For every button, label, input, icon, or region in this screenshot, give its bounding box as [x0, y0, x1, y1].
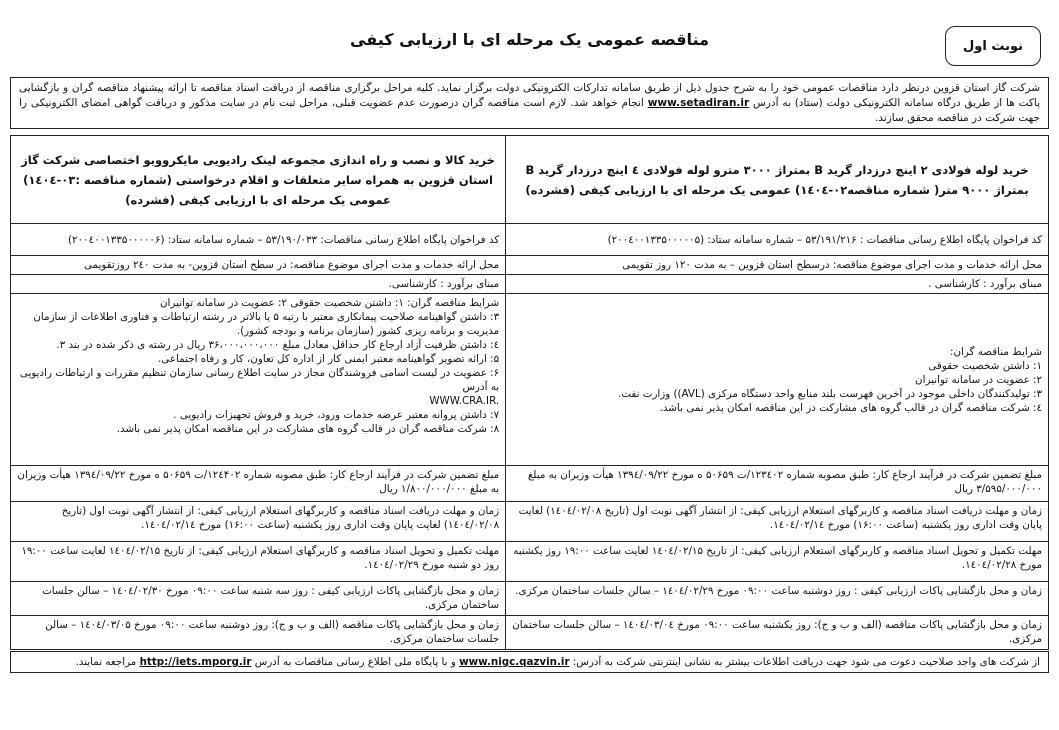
right-tender-open-bids: زمان و محل بازگشایی پاکات مناقصه (الف و ب و ج): روز یکشنبه ساعت ۰۹:۰۰ مورخ ۱٤۰٤/۰۳/۰٤ – سالن جلسات ساختمان مرکزی.: [506, 616, 1049, 650]
intro-text-1: شرکت گاز استان قزوین درنظر دارد مناقصات عمومی خود را به شرح جدول ذیل از طریق سامانه تدارکات الکترونیکی دولت برگزار نماید. کلیه مراحل برگزاری مناقصه از دریافت اسناد مناقصه تا ارائه پیشنهاد مناقصه گران و بازگشایی پاکت ها از طریق درگاه سامانه الکترونیکی دولت (ستاد) به آدرس: [19, 82, 1040, 109]
left-tender-receive: زمان و مهلت دریافت اسناد مناقصه و کاربرگهای استعلام ارزیابی کیفی: از انتشار آگهی نوبت اول (تاریخ ۱٤۰٤/۰۲/۰۸) لغایت پایان وقت اداری روز یکشنبه (ساعت ۱۶:۰۰) مورخ ۱٤۰٤/۰۲/۱٤.: [11, 502, 506, 542]
right-tender-submit: مهلت تکمیل و تحویل اسناد مناقصه و کاربرگهای استعلام ارزیابی کیفی: از تاریخ ۱٤۰٤/۰۲/۱۵ لغایت ساعت ۱۹:۰۰ روز یکشنبه مورخ ۱٤۰٤/۰۲/۲۸.: [506, 542, 1049, 582]
left-condition-line: ۵: ارائه تصویر گواهینامه معتبر ایمنی کار از اداره کل تعاون، کار و رفاه اجتماعی.: [158, 353, 500, 365]
right-tender-conditions: [506, 294, 1049, 466]
intro-text-2: انجام خواهد شد. لازم است مناقصه گران درصورت عدم عضویت قبلی، مراحل ثبت نام در سایت مذکور و دریافت گواهی امضای الکترونیکی را جهت شرکت در مناقصه محقق سازند.: [19, 97, 1040, 124]
right-condition-line: ۲: عضویت در سامانه توانیران: [915, 373, 1042, 386]
left-condition-line: شرایط مناقصه گران: ۱: داشتن شخصیت حقوقی ۲: عضویت در سامانه توانیران: [160, 297, 500, 309]
footer-note: [10, 651, 1049, 673]
nigc-qazvin-link[interactable]: www.nigc.qazvin.ir: [459, 656, 570, 668]
left-condition-line: ۳: داشتن گواهینامه صلاحیت پیمانکاری معتبر با رتبه ۵ یا بالاتر در رشته ارتباطات و فناوری اطلاعات از سازمان مدیریت و برنامه ریزی کشور (سازمان برنامه و بودجه کشور).: [33, 311, 500, 337]
left-condition-line: ٤: داشتن ظرفیت آزاد ارجاع کار حداقل معادل مبلغ ۳۶،۰۰۰،۰۰۰،۰۰۰ ریال در رشته ی ذکر شده در بند ۳.: [56, 339, 500, 351]
left-tender-open-quality: زمان و محل بازگشایی پاکات ارزیابی کیفی : روز سه شنبه ساعت ۰۹:۰۰ مورخ ۱٤۰٤/۰۲/۳۰ – سالن جلسات ساختمان مرکزی.: [11, 582, 506, 616]
left-tender-conditions: [11, 294, 506, 466]
left-tender-guarantee: مبلغ تضمین شرکت در فرآیند ارجاع کار: طبق مصوبه شماره ۱۲٤۴۰۲/ت ۵۰۶۵۹ ه مورخ ۱۳۹٤/۰۹/۲۲ هیأت وزیران به مبلغ ۱/۸۰۰/۰۰۰/۰۰۰ ریال: [11, 466, 506, 502]
row-submit: [11, 542, 1049, 582]
right-tender-open-quality: زمان و محل بازگشایی پاکات ارزیابی کیفی : روز دوشنبه ساعت ۰۹:۰۰ مورخ ۱٤۰٤/۰۲/۲۹ – سالن جلسات ساختمان مرکزی.: [506, 582, 1049, 616]
row-title: [11, 136, 1049, 224]
left-condition-line: ۶: عضویت در لیست اسامی فروشندگان مجاز در سایت اطلاع رسانی سازمان تنظیم مقررات و ارتباطات رادیویی به آدرس: [19, 367, 500, 393]
left-tender-submit: مهلت تکمیل و تحویل اسناد مناقصه و کاربرگهای استعلام ارزیابی کیفی: از تاریخ ۱٤۰٤/۰۲/۱۵ لغایت ساعت ۱۹:۰۰ روز دو شنبه مورخ ۱٤۰٤/۰۲/۲۹.: [11, 542, 506, 582]
iets-mporg-link[interactable]: http://iets.mporg.ir: [139, 656, 252, 668]
row-guarantee: [11, 466, 1049, 502]
tender-table: [10, 135, 1049, 650]
left-tender-open-bids: زمان و محل بازگشایی پاکات مناقصه (الف و ب و ج): روز دوشنبه ساعت ۰۹:۰۰ مورخ ۱٤۰٤/۰۳/۰۵ – سالن جلسات ساختمان مرکزی.: [11, 616, 506, 650]
notice-round-badge: نوبت اول: [945, 26, 1041, 66]
row-code: [11, 224, 1049, 256]
right-tender-place: محل ارائه خدمات و مدت اجرای موضوع مناقصه: درسطح استان قزوین – به مدت ۱۲۰ روز تقویمی: [506, 256, 1049, 275]
notice-title: مناقصه عمومی یک مرحله ای با ارزیابی کیفی: [350, 30, 709, 49]
right-tender-title: خرید لوله فولادی ۲ اینچ درزدار گرید B بمتراژ ۳۰۰۰ مترو لوله فولادی ٤ اینچ درزدار گرید B بمتراژ ۹۰۰۰ متر( شماره مناقصه۰۲-۱٤۰٤) عمومی یک مرحله ای با ارزیابی کیفی (فشرده): [506, 136, 1049, 224]
left-condition-line: ۷: داشتن پروانه معتبر عرضه خدمات ورود، خرید و فروش تجهیزات رادیویی .: [173, 409, 500, 421]
row-basis: [11, 275, 1049, 294]
footer-text-3: مراجعه نمایند.: [75, 656, 137, 668]
right-tender-basis: مبنای برآورد : کارشناسی .: [506, 275, 1049, 294]
cra-link[interactable]: WWW.CRA.IR.: [429, 395, 500, 407]
footer-text-1: از شرکت های واجد صلاحیت دعوت می شود جهت دریافت اطلاعات بیشتر به نشانی اینترنتی شرکت به آدرس:: [572, 656, 1040, 668]
row-open-quality: [11, 582, 1049, 616]
row-conditions: [11, 294, 1049, 466]
left-tender-title: خرید کالا و نصب و راه اندازی مجموعه لینک رادیویی مایکروویو اختصاصی شرکت گاز استان قزوین به همراه سایر متعلقات و اقلام درخواستی (شماره مناقصه :۰۳-۱٤۰٤) عمومی یک مرحله ای با ارزیابی کیفی (فشرده): [11, 136, 506, 224]
right-tender-code: کد فراخوان پایگاه اطلاع رسانی مناقصات : ۵۳/۱۹۱/۲۱۶ – شماره سامانه ستاد: (۲۰۰٤۰۰۱۳۳۵۰۰۰۰۰۵): [506, 224, 1049, 256]
right-condition-line: ۳: تولیدکنندگان داخلی موجود در آخرین فهرست بلند منابع واحد دستگاه مرکزی (AVL)) وزارت نفت.: [618, 387, 1042, 400]
row-receive: [11, 502, 1049, 542]
row-open-bids: [11, 616, 1049, 650]
footer-text-2: و با پایگاه ملی اطلاع رسانی مناقصات به آدرس: [254, 656, 456, 668]
right-tender-receive: زمان و مهلت دریافت اسناد مناقصه و کاربرگهای استعلام ارزیابی کیفی: از انتشار آگهی نوبت اول (تاریخ ۱٤۰٤/۰۲/۰۸) لغایت پایان وقت اداری روز یکشنبه (ساعت ۱۶:۰۰) مورخ ۱٤۰٤/۰۲/۱٤.: [506, 502, 1049, 542]
left-tender-code: کد فراخوان پایگاه اطلاع رسانی مناقصات: ۵۳/۱۹۰/۰۳۳ – شماره سامانه ستاد: (۲۰۰٤۰۰۱۳۳۵۰۰۰۰۰۶): [11, 224, 506, 256]
left-tender-place: محل ارائه خدمات و مدت اجرای موضوع مناقصه: در سطح استان قزوین- به مدت ۲٤۰ روزتقویمی: [11, 256, 506, 275]
right-condition-line: ۱: داشتن شخصیت حقوقی: [928, 359, 1042, 372]
intro-paragraph: [10, 77, 1049, 129]
setadiran-link[interactable]: www.setadiran.ir: [647, 97, 750, 109]
right-condition-line: شرایط مناقصه گران:: [950, 345, 1042, 358]
left-condition-line: ۸: شرکت مناقصه گران در قالب گروه های مشارکت در این مناقصه امکان پذیر نمی باشد.: [116, 423, 500, 435]
right-condition-line: ٤: شرکت مناقصه گران در قالب گروه های مشارکت در این مناقصه امکان پذیر نمی باشد.: [659, 401, 1042, 414]
row-place: [11, 256, 1049, 275]
left-tender-basis: مبنای برآورد : کارشناسی.: [11, 275, 506, 294]
right-tender-guarantee: مبلغ تضمین شرکت در فرآیند ارجاع کار: طبق مصوبه شماره ۱۲۳٤۰۲/ت ۵۰۶۵۹ ه مورخ ۱۳۹٤/۰۹/۲۲ هیأت وزیران به مبلغ ۳/۵۹۵/۰۰۰/۰۰۰ ریال: [506, 466, 1049, 502]
